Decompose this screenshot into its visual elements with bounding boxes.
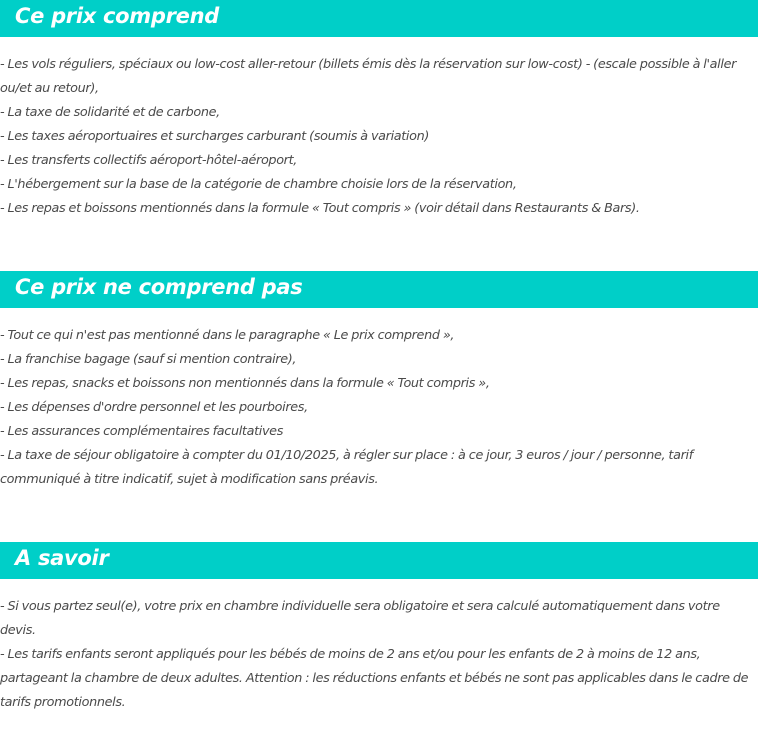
section-header-bar <box>0 271 758 308</box>
list-item: - Les repas et boissons mentionnés dans la formule « Tout compris » (voir détail dans Restaurants & Bars). <box>0 201 640 216</box>
list-item: - La franchise bagage (sauf si mention contraire), <box>0 352 297 367</box>
list-item: - La taxe de séjour obligatoire à compter du 01/10/2025, à régler sur place : à ce jour, 3 euros / jour / personne, tarif communiqué à titre indicatif, sujet à modification sans préavis. <box>0 448 693 487</box>
section-good-to-know <box>0 542 758 715</box>
section-title: Ce prix comprend <box>15 4 219 28</box>
list-item: - Les vols réguliers, spéciaux ou low-cost aller-retour (billets émis dès la réservation sur low-cost) - (escale possible à l'aller ou/et au retour), <box>0 57 737 96</box>
included-list <box>0 53 758 221</box>
section-price-includes <box>0 0 758 221</box>
list-item: - La taxe de solidarité et de carbone, <box>0 105 220 120</box>
info-list <box>0 595 758 715</box>
list-item: - Les repas, snacks et boissons non mentionnés dans la formule « Tout compris », <box>0 376 490 391</box>
list-item: - Les assurances complémentaires facultatives <box>0 424 284 439</box>
list-item: - Les taxes aéroportuaires et surcharges carburant (soumis à variation) <box>0 129 430 144</box>
section-price-excludes <box>0 271 758 492</box>
list-item: - Les transferts collectifs aéroport-hôtel-aéroport, <box>0 153 297 168</box>
section-title: A savoir <box>15 546 109 570</box>
list-item: - L'hébergement sur la base de la catégorie de chambre choisie lors de la réservation, <box>0 177 517 192</box>
section-header-bar <box>0 0 758 37</box>
excluded-list <box>0 324 758 492</box>
list-item: - Tout ce qui n'est pas mentionné dans le paragraphe « Le prix comprend », <box>0 328 455 343</box>
list-item: - Les tarifs enfants seront appliqués pour les bébés de moins de 2 ans et/ou pour les enfants de 2 à moins de 12 ans, partageant la chambre de deux adultes. Attention : les réductions enfants et bébés ne sont pas applicables dans le cadre de tarifs promotionnels. <box>0 647 749 710</box>
list-item: - Les dépenses d'ordre personnel et les pourboires, <box>0 400 308 415</box>
section-title: Ce prix ne comprend pas <box>15 275 303 299</box>
list-item: - Si vous partez seul(e), votre prix en chambre individuelle sera obligatoire et sera calculé automatiquement dans votre devis. <box>0 599 720 638</box>
section-header-bar <box>0 542 758 579</box>
